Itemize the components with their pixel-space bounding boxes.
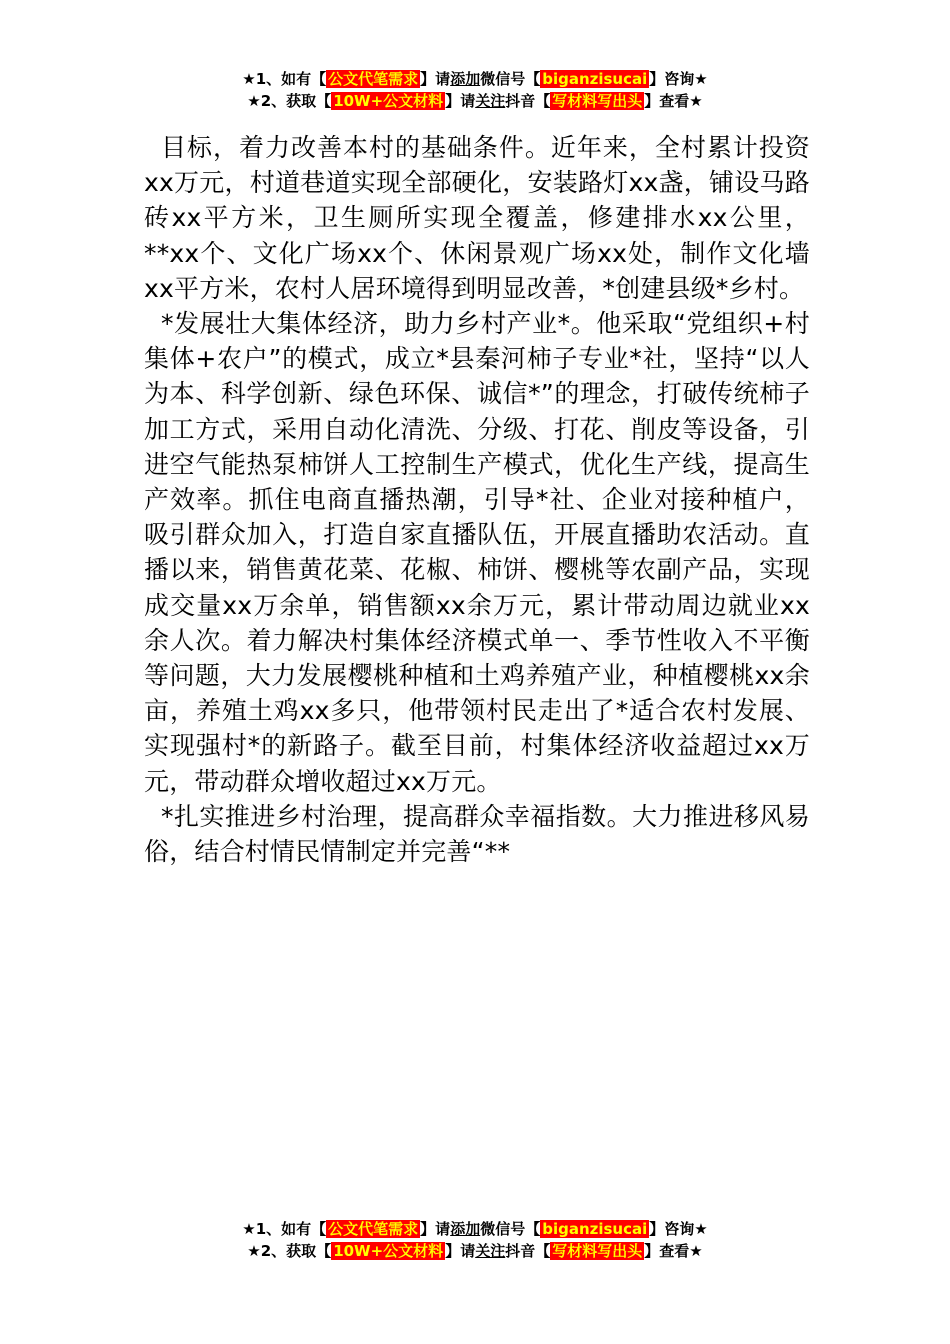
banner-text: 】咨询★ [649, 1220, 708, 1238]
banner-text: 】咨询★ [649, 70, 708, 88]
banner-text: 微信号【 [480, 70, 541, 88]
banner-text: 抖音【 [505, 1242, 551, 1260]
banner-line-2 [0, 90, 950, 112]
banner-line-1 [0, 1218, 950, 1240]
banner-text: ★1、如有【 [242, 70, 327, 88]
banner-highlight: biganzisucai [542, 70, 648, 88]
banner-text: 】查看★ [644, 1242, 703, 1260]
banner-highlight: biganzisucai [542, 1220, 648, 1238]
banner-text: ★2、获取【 [247, 92, 332, 110]
banner-line-2 [0, 1240, 950, 1262]
banner-highlight: 公文代笔需求 [328, 70, 419, 88]
banner-text: 抖音【 [505, 92, 551, 110]
banner-line-1 [0, 68, 950, 90]
header-banner [0, 68, 950, 112]
banner-underlined-text: 添加 [450, 70, 481, 88]
body-paragraph: *扎实推进乡村治理，提高群众幸福指数。大力推进移风易俗，结合村情民情制定并完善“** [144, 801, 810, 867]
banner-underlined-text: 添加 [450, 1220, 481, 1238]
banner-underlined-text: 关注 [475, 92, 506, 110]
footer-banner [0, 1218, 950, 1262]
body-paragraph: *发展壮大集体经济，助力乡村产业*。他采取“党组织+村集体+农户”的模式，成立*县秦河柿子专业*社，坚持“以人为本、科学创新、绿色环保、诚信*”的理念，打破传统柿子加工方式，采用自动化清洗、分级、打花、削皮等设备，引进空气能热泵柿饼人工控制生产模式，优化生产线，提高生产效率。抓住电商直播热潮，引导*社、企业对接种植户，吸引群众加入，打造自家直播队伍，开展直播助农活动。直播以来，销售黄花菜、花椒、柿饼、樱桃等农副产品，实现成交量xx万余单，销售额xx余万元，累计带动周边就业xx余人次。着力解决村集体经济模式单一、季节性收入不平衡等问题，大力发展樱桃种植和土鸡养殖产业，种植樱桃xx余亩，养殖土鸡xx多只，他带领村民走出了*适合农村发展、实现强村*的新路子。截至目前，村集体经济收益超过xx万元，带动群众增收超过xx万元。 [144, 309, 810, 796]
banner-text: 】请 [420, 1220, 451, 1238]
banner-text: 】请 [420, 70, 451, 88]
banner-highlight: 10W+公文材料 [333, 1242, 444, 1260]
banner-highlight: 公文代笔需求 [328, 1220, 419, 1238]
banner-highlight: 写材料写出头 [552, 1242, 643, 1260]
banner-text: 】请 [445, 92, 476, 110]
banner-text: 】请 [445, 1242, 476, 1260]
banner-underlined-text: 关注 [475, 1242, 506, 1260]
banner-text: 】查看★ [644, 92, 703, 110]
banner-highlight: 10W+公文材料 [333, 92, 444, 110]
body-paragraph: 目标，着力改善本村的基础条件。近年来，全村累计投资xx万元，村道巷道实现全部硬化，安装路灯xx盏，铺设马路砖xx平方米，卫生厕所实现全覆盖，修建排水xx公里，**xx个、文化广场xx个、休闲景观广场xx处，制作文化墙xx平方米，农村人居环境得到明显改善，*创建县级*乡村。 [144, 133, 810, 303]
banner-text: ★2、获取【 [247, 1242, 332, 1260]
document-body [144, 130, 810, 869]
banner-text: ★1、如有【 [242, 1220, 327, 1238]
banner-highlight: 写材料写出头 [552, 92, 643, 110]
banner-text: 微信号【 [480, 1220, 541, 1238]
